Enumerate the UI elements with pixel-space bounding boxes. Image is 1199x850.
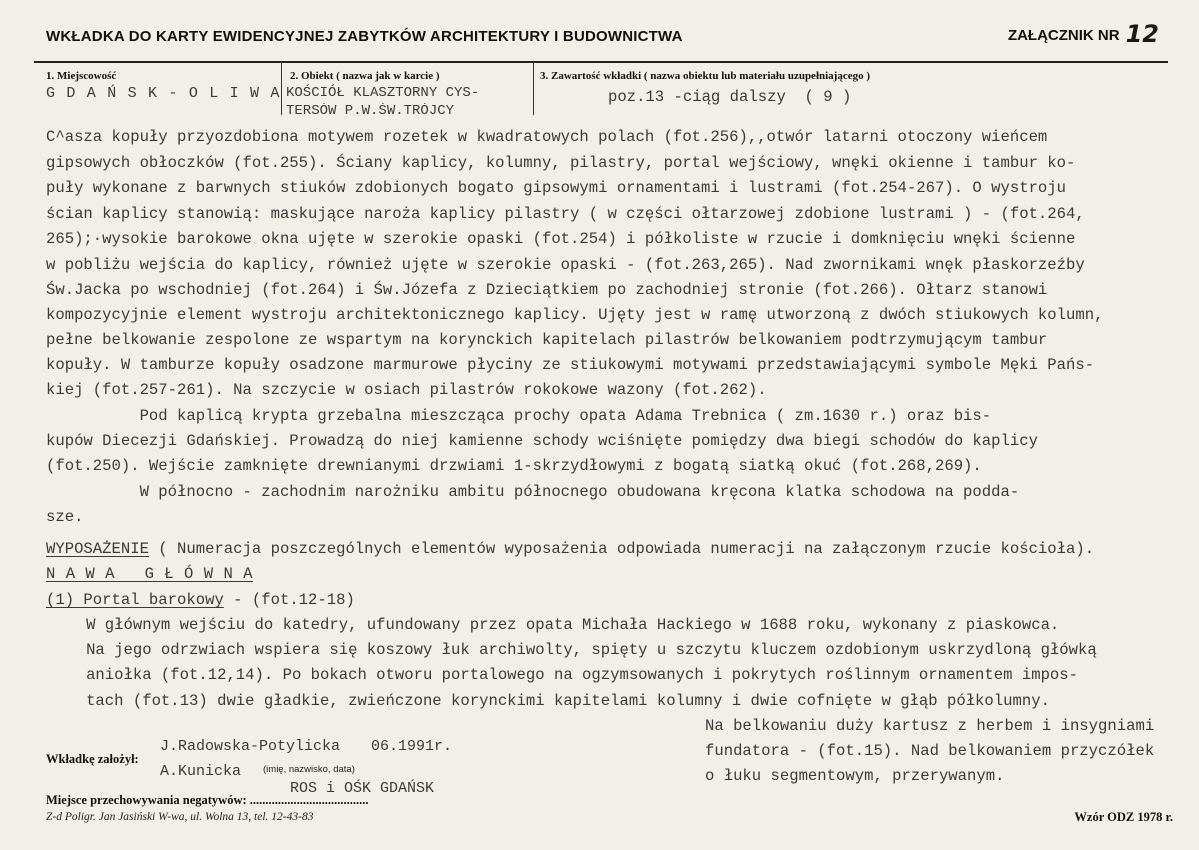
object-value-line-2: TERSÓW P.W.ŚW.TRÓJCY	[286, 103, 455, 117]
form-title: WKŁADKA DO KARTY EWIDENCYJNEJ ZABYTKÓW ARCHITEKTURY I BUDOWNICTWA	[46, 28, 683, 45]
portal-line: Na jego odrzwiach wspiera się koszowy łuk archiwolty, spięty u szczytu kluczem ozdobionym uskrzydloną główką	[58, 641, 1097, 659]
body-line: Pod kaplicą krypta grzebalna mieszcząca prochy opata Adama Trebnica ( zm.1630 r.) oraz bis-	[46, 407, 992, 425]
object-label: 2. Obiekt ( nazwa jak w karcie )	[290, 70, 440, 82]
form-template-id: Wzór ODZ 1978 r.	[1074, 810, 1173, 824]
body-line: ścian kaplicy stanowią: maskujące naroża kaplicy pilastry ( w części ołtarzowej zdobione lustrami ) - (fot.264,	[46, 205, 1085, 223]
right-column-line: Na belkowaniu duży kartusz z herbem i insygniami	[705, 717, 1155, 735]
body-line: gipsowych obłoczków (fot.255). Ściany kaplicy, kolumny, pilastry, portal wejściowy, wnęki okienne i tambur ko-	[46, 154, 1076, 172]
equipment-heading: WYPOSAŻENIE	[46, 540, 149, 558]
printer-imprint: Z-d Poligr. Jan Jasiński W-wa, ul. Wolna 13, tel. 12-43-83	[46, 811, 314, 823]
negatives-dots: ......................................	[249, 793, 369, 807]
equipment-note: ( Numeracja poszczególnych elementów wyposażenia odpowiada numeracji na załączonym rzucie kościoła).	[148, 540, 1095, 558]
portal-photo-ref: - (fot.12-18)	[223, 591, 355, 609]
field-divider-1	[281, 63, 282, 115]
prepared-date: 06.1991r.	[371, 738, 453, 755]
body-line: C^asza kopuły przyozdobiona motywem rozetek w kwadratowych polach (fot.256),,otwór latarni otoczony wieńcem	[46, 128, 1048, 146]
locality-value: G D A Ń S K - O L I W A	[46, 85, 281, 102]
nave-heading: N A W A G Ł Ó W N A	[46, 565, 254, 583]
right-column-line: fundatora - (fot.15). Nad belkowaniem przyczółek	[705, 742, 1155, 760]
body-line: kopuły. W tamburze kopuły osadzone marmurowe płyciny ze stiukowymi motywami przedstawiającymi symbole Męki Pańs-	[46, 356, 1095, 374]
body-line: kiej (fot.257-261). Na szczycie w osiach pilastrów rokokowe wazony (fot.262).	[46, 381, 767, 399]
body-line: sze.	[46, 508, 84, 526]
body-line: Św.Jacka po wschodniej (fot.264) i Św.Józefa z Dzieciątkiem po zachodniej stronie (fot.266). Ołtarz stanowi	[46, 281, 1048, 299]
body-line: pełne belkowanie zespolone ze wspartym na korynckich kapitelach pilastrów belkowaniem podtrzymującym tambur	[46, 331, 1048, 349]
field-divider-2	[533, 63, 534, 115]
institution: ROS i OŚK GDAŃSK	[290, 780, 435, 797]
content-value: poz.13 -ciąg dalszy ( 9 )	[608, 88, 852, 106]
body-line: puły wykonane z barwnych stiuków zdobionych bogato gipsowymi ornamentami i lustrami (fot.254-267). O wystroju	[46, 179, 1066, 197]
annex-number-value: 12	[1125, 20, 1159, 48]
right-column-line: o łuku segmentowym, przerywanym.	[705, 767, 1005, 785]
annex-label: ZAŁĄCZNIK NR	[1007, 27, 1120, 44]
negatives-label: Miejsce przechowywania negatywów:	[46, 793, 247, 807]
body-line: 265);·wysokie barokowe okna ujęte w szerokie opaski (fot.254) i półkoliste w rzucie i domknięciu wnęki ścienne	[46, 230, 1076, 248]
portal-line: W głównym wejściu do katedry, ufundowany przez opata Michała Hackiego w 1688 roku, wykonany z piaskowca.	[58, 616, 1060, 634]
name-hint: (imię, nazwisko, data)	[263, 764, 355, 775]
body-line: kupów Diecezji Gdańskiej. Prowadzą do niej kamienne schody wciśnięte pomiędzy dwa biegi schodów do kaplicy	[46, 432, 1038, 450]
portal-line: tach (fot.13) dwie gładkie, zwieńczone korynckimi kapitelami kolumny i dwie cofnięte w głąb półkolumny.	[58, 692, 1050, 710]
header-rule	[34, 61, 1168, 63]
portal-heading: (1) Portal barokowy	[46, 591, 224, 609]
author-2: A.Kunicka	[160, 763, 242, 780]
equipment-heading-line	[46, 540, 1094, 558]
portal-heading-line	[46, 591, 355, 609]
annex-number	[1008, 20, 1159, 48]
locality-label: 1. Miejscowość	[46, 70, 117, 82]
prepared-by-label: Wkładkę założył:	[46, 752, 139, 766]
body-line: W północno - zachodnim narożniku ambitu północnego obudowana kręcona klatka schodowa na podda-	[46, 483, 1020, 501]
negatives-line	[46, 793, 369, 808]
content-label: 3. Zawartość wkładki ( nazwa obiektu lub materiału uzupełniającego )	[540, 70, 871, 82]
body-line: w pobliżu wejścia do kaplicy, również ujęte w szerokie opaski - (fot.263,265). Nad zwornikami wnęk płaskorzeźby	[46, 256, 1085, 274]
portal-line: aniołka (fot.12,14). Po bokach otworu portalowego na ogzymsowanych i pokrytych roślinnym ornamentem impos-	[58, 666, 1078, 684]
author-1: J.Radowska-Potylicka	[160, 738, 341, 755]
body-line: kompozycyjnie element wystroju architektonicznego kaplicy. Ujęty jest w ramę utworzoną z dwóch stiukowych kolumn,	[46, 306, 1104, 324]
object-value-line-1: KOŚCIÓŁ KLASZTORNY CYS-	[286, 85, 480, 101]
body-line: (fot.250). Wejście zamknięte drewnianymi drzwiami 1-skrzydłowymi z bogatą siatką okuć (fot.268,269).	[46, 457, 982, 475]
